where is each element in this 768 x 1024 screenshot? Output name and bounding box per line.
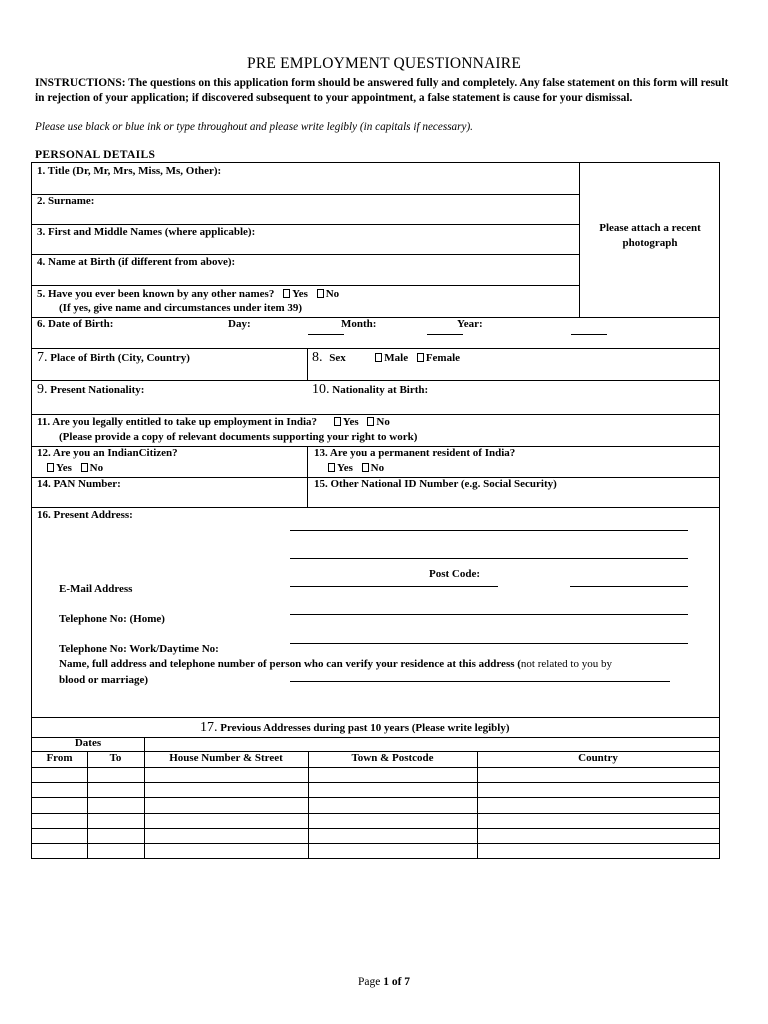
q11-entitled-label: 11. Are you legally entitled to take up employment in India? [37, 416, 318, 428]
post-code-field[interactable] [570, 586, 688, 587]
table-row[interactable] [32, 798, 719, 813]
verifier-label: Name, full address and telephone number of person who can verify your residence at this address ( [59, 658, 521, 670]
email-field[interactable] [290, 614, 688, 615]
yes-label: Yes [56, 462, 72, 474]
no-label: No [325, 288, 340, 300]
q17-previous-addresses-label: Previous Addresses during past 10 years (Please write legibly) [220, 722, 510, 734]
no-label: No [370, 462, 385, 474]
q7-row [37, 350, 190, 366]
col-header-town-postcode: Town & Postcode [351, 752, 434, 764]
telephone-work-label: Telephone No: Work/Daytime No: [59, 643, 219, 655]
post-code-label: Post Code: [429, 568, 481, 580]
sex-female-checkbox[interactable] [417, 353, 424, 362]
q12-citizen-label: 12. Are you an IndianCitizen? [37, 447, 178, 459]
page-label: Page [357, 976, 384, 988]
q10-nationality-at-birth-label: Nationality at Birth: [332, 384, 429, 396]
q7-number: 7. [37, 350, 48, 365]
verifier-field[interactable] [290, 681, 670, 682]
q3-first-names-label: 3. First and Middle Names (where applicable): [37, 226, 256, 238]
page-count: 1 of 7 [383, 976, 411, 988]
q14-pan-label: 14. PAN Number: [37, 478, 121, 490]
yes-label: Yes [342, 416, 359, 428]
dob-day-label: Day: [228, 318, 251, 330]
q17-number: 17. [200, 720, 218, 735]
yes-label: Yes [292, 288, 308, 300]
q13-options [322, 462, 384, 474]
q8-sex-label: Sex [329, 352, 346, 364]
telephone-home-field[interactable] [290, 643, 688, 644]
q9-row [37, 382, 144, 398]
photo-box-text: Please attach a recent photograph [599, 222, 701, 249]
q13-no-checkbox[interactable] [362, 463, 369, 472]
q13-resident-label: 13. Are you a permanent resident of India? [314, 447, 516, 459]
email-label: E-Mail Address [59, 583, 133, 595]
personal-details-form [31, 162, 720, 859]
q9-number: 9. [37, 382, 48, 397]
address-line-1-field[interactable] [290, 530, 688, 531]
dob-month-label: Month: [341, 318, 377, 330]
table-row[interactable] [32, 783, 719, 797]
page-title: PRE EMPLOYMENT QUESTIONNAIRE [247, 55, 521, 72]
ink-note: Please use black or blue ink or type throughout and please write legibly (in capitals if necessary). [35, 121, 473, 133]
col-header-to: To [109, 752, 122, 764]
col-header-country: Country [578, 752, 618, 764]
q5-subnote: (If yes, give name and circumstances under item 39) [59, 302, 303, 314]
q5-no-checkbox[interactable] [317, 289, 324, 298]
q4-name-at-birth-label: 4. Name at Birth (if different from above): [37, 256, 236, 268]
col-header-house-street: House Number & Street [169, 752, 283, 764]
q8-number: 8. [312, 350, 323, 365]
q11-subnote: (Please provide a copy of relevant documents supporting your right to work) [59, 431, 418, 443]
sex-male-checkbox[interactable] [375, 353, 382, 362]
q5-other-names-row [37, 288, 339, 300]
table-row[interactable] [32, 829, 719, 843]
q2-surname-label: 2. Surname: [37, 195, 95, 207]
q12-options [41, 462, 103, 474]
q10-row [312, 382, 428, 398]
q7-place-of-birth-label: Place of Birth (City, Country) [50, 352, 190, 364]
verifier-label-continued: not related to you by [520, 658, 612, 670]
q6-dob-label: 6. Date of Birth: [37, 318, 114, 330]
instructions-text: INSTRUCTIONS: The questions on this application form should be answered fully and completely. Any false statement on this form will result in rejection of your application; if discovered subsequent to your appointment, a false statement is cause for your dismissal. [35, 77, 729, 104]
telephone-home-label: Telephone No: (Home) [59, 613, 165, 625]
no-label: No [89, 462, 104, 474]
q12-yes-checkbox[interactable] [47, 463, 54, 472]
dob-day-field[interactable] [308, 334, 344, 335]
table-row[interactable] [32, 768, 719, 783]
dob-month-field[interactable] [427, 334, 463, 335]
q11-no-checkbox[interactable] [367, 417, 374, 426]
q17-row [200, 720, 510, 736]
q5-yes-checkbox[interactable] [283, 289, 290, 298]
section-heading-personal-details: PERSONAL DETAILS [35, 148, 156, 161]
q5-other-names-label: 5. Have you ever been known by any other names? [37, 288, 275, 300]
table-row[interactable] [32, 814, 719, 828]
q1-title-label: 1. Title (Dr, Mr, Mrs, Miss, Ms, Other): [37, 165, 222, 177]
q12-no-checkbox[interactable] [81, 463, 88, 472]
q13-yes-checkbox[interactable] [328, 463, 335, 472]
no-label: No [376, 416, 390, 428]
dates-header: Dates [74, 737, 102, 749]
verifier-row [59, 658, 612, 670]
col-header-from: From [46, 752, 73, 764]
q11-row [37, 416, 390, 428]
q8-row [312, 350, 460, 366]
q10-number: 10. [312, 382, 330, 397]
q11-yes-checkbox[interactable] [334, 417, 341, 426]
table-row[interactable] [32, 844, 719, 858]
male-label: Male [384, 352, 409, 364]
address-line-2-field[interactable] [290, 558, 688, 559]
address-line-3-field[interactable] [290, 586, 498, 587]
verifier-label-end: blood or marriage) [59, 674, 149, 686]
female-label: Female [425, 352, 461, 364]
page-number [0, 976, 768, 988]
q9-present-nationality-label: Present Nationality: [50, 384, 145, 396]
q15-national-id-label: 15. Other National ID Number (e.g. Social Security) [314, 478, 557, 490]
dob-year-field[interactable] [571, 334, 607, 335]
dob-year-label: Year: [457, 318, 483, 330]
yes-label: Yes [337, 462, 353, 474]
q16-present-address-label: 16. Present Address: [37, 509, 133, 521]
